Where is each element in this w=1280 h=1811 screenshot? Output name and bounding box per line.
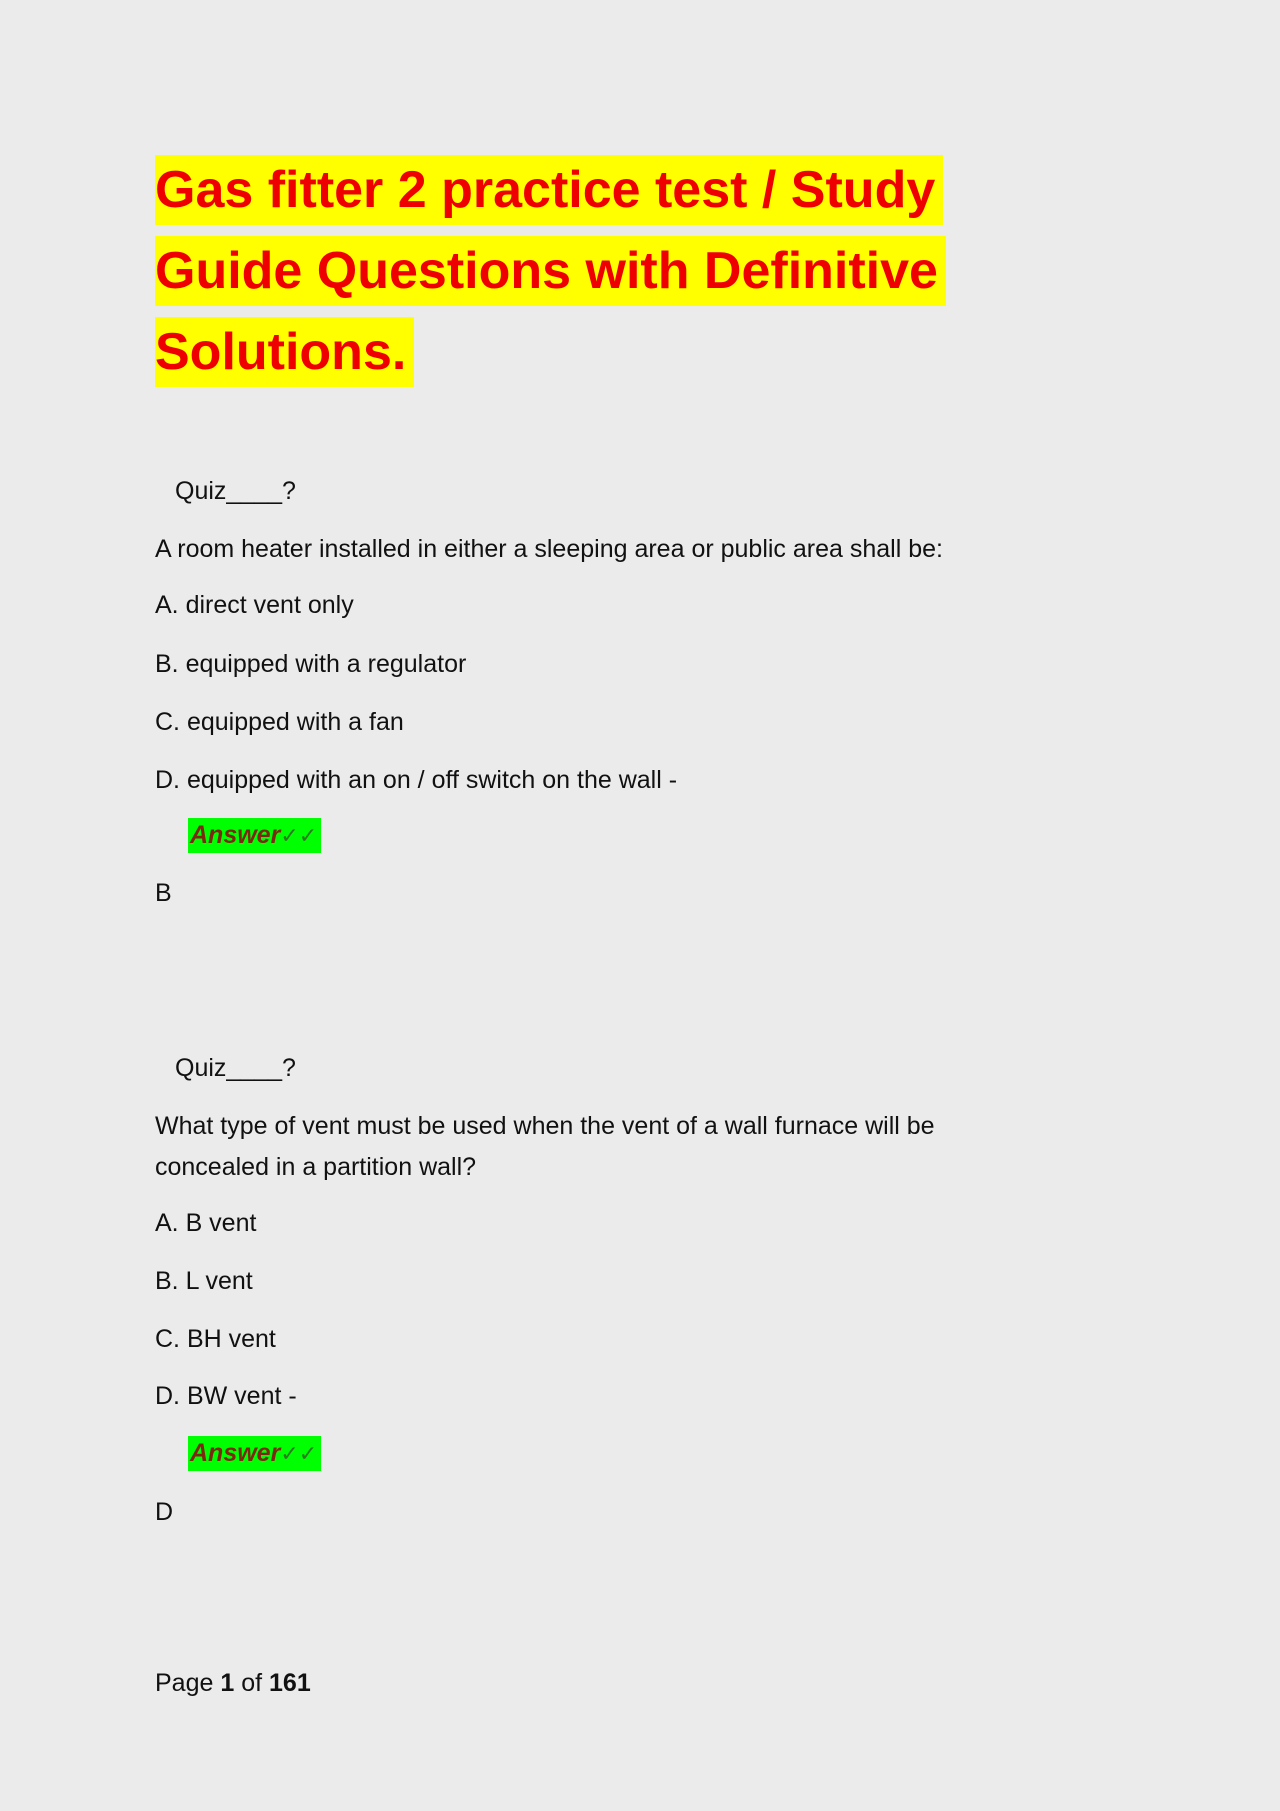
option-a: A. direct vent only (155, 591, 354, 619)
question-text-line-2: concealed in a partition wall? (155, 1153, 477, 1181)
quiz-label: Quiz____? (175, 477, 296, 505)
document-title-line-1: Gas fitter 2 practice test / Study (155, 155, 943, 225)
option-a: A. B vent (155, 1209, 257, 1237)
option-b: B. equipped with a regulator (155, 650, 467, 678)
question-text-line-1: What type of vent must be used when the vent of a wall furnace will be (155, 1112, 935, 1140)
option-c: C. BH vent (155, 1325, 276, 1353)
answer-badge (188, 1436, 321, 1471)
option-b: B. L vent (155, 1267, 253, 1295)
answer-value: D (155, 1498, 174, 1526)
answer-label: Answer (190, 821, 281, 849)
page-number: 1 (220, 1669, 235, 1697)
option-c: C. equipped with a fan (155, 708, 404, 736)
quiz-label: Quiz____? (175, 1054, 296, 1082)
of-word: of (241, 1669, 263, 1697)
checkmark-icon: ✓✓ (280, 823, 318, 848)
option-d: D. BW vent - (155, 1382, 297, 1410)
answer-badge (188, 818, 321, 853)
answer-value: B (155, 879, 172, 907)
page-word: Page (155, 1669, 214, 1697)
total-pages: 161 (269, 1669, 311, 1697)
question-text: A room heater installed in either a sleeping area or public area shall be: (155, 535, 943, 563)
answer-label: Answer (190, 1439, 281, 1467)
document-title-line-2: Guide Questions with Definitive (155, 236, 946, 306)
page-footer (155, 1668, 311, 1698)
checkmark-icon: ✓✓ (280, 1441, 318, 1466)
option-d: D. equipped with an on / off switch on the wall - (155, 766, 678, 794)
document-title-line-3: Solutions. (155, 317, 414, 387)
